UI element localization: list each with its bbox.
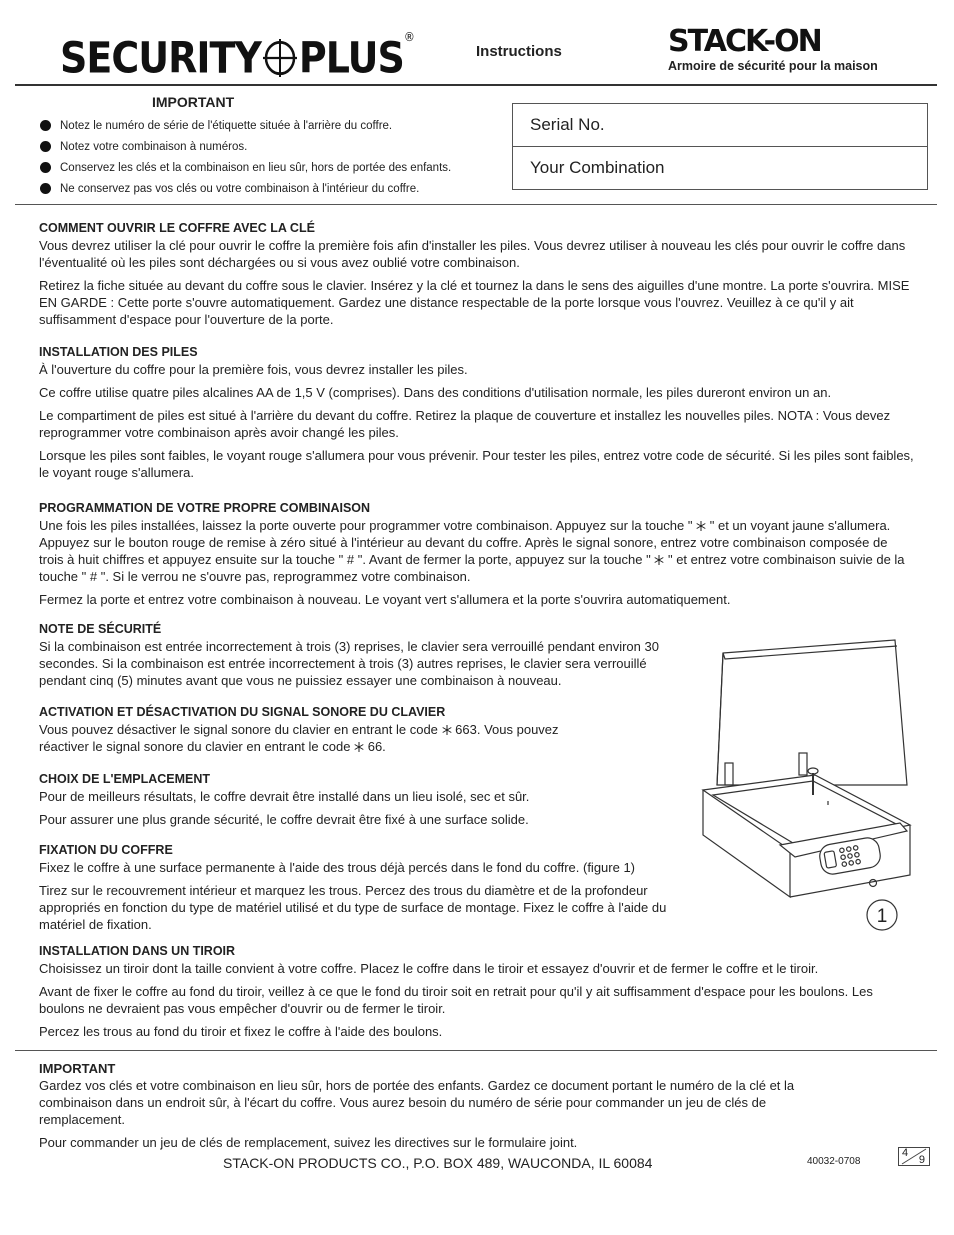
paragraph: Fermez la porte et entrez votre combinaison à nouveau. Le voyant vert s'allumera et la porte s'ouvrira automatiquement. xyxy=(39,592,731,607)
paragraph: Pour commander un jeu de clés de remplacement, suivez les directives sur le formulaire joint. xyxy=(39,1135,578,1150)
page-total: 9 xyxy=(918,1154,925,1166)
section-sound xyxy=(39,704,579,755)
paragraph: Avant de fixer le coffre au fond du tiroir, veillez à ce que le fond du tiroir soit en retrait pour qu'il y ait suffisamment d'espace pour les boulons. Les boulons ne devraient pas vous empêcher d'ouvrir ou de fermer le tiroir. xyxy=(39,984,873,1016)
asterisk-key-icon xyxy=(442,725,452,735)
section-title: INSTALLATION DANS UN TIROIR xyxy=(39,944,236,958)
company-address: STACK-ON PRODUCTS CO., P.O. BOX 489, WAUCONDA, IL 60084 xyxy=(223,1155,653,1171)
serial-number-field[interactable]: Serial No. xyxy=(530,115,605,134)
paragraph: À l'ouverture du coffre pour la première fois, vous devrez installer les piles. xyxy=(39,362,468,377)
paragraph: Fixez le coffre à une surface permanente à l'aide des trous déjà percés dans le fond du coffre. (figure 1) xyxy=(39,860,636,875)
section-security-note xyxy=(39,621,694,689)
asterisk-key-icon xyxy=(654,555,664,565)
bullet-item xyxy=(38,116,451,137)
page-indicator xyxy=(898,1147,930,1166)
bullet-item xyxy=(38,137,451,158)
logo-word-plus: PLUS xyxy=(298,32,404,83)
section-batteries xyxy=(39,344,914,481)
text-run: Vous pouvez désactiver le signal sonore du clavier en entrant le code xyxy=(39,722,438,737)
bullet-text: Notez le numéro de série de l'étiquette située à l'arrière du coffre. xyxy=(60,120,393,132)
paragraph: Retirez la fiche située au devant du coffre sous le clavier. Insérez y la clé et tournez la dans le sens des aiguilles d'une montre. La porte s'ouvrira. MISE EN GARDE : Cette porte s'ouvre automatiquement. Gardez une distance respectable de la porte lorsque vous l'ouvrez. Veuillez à ce qu'il y ait suffisamment d'espace pour l'ouverture de la porte. xyxy=(39,278,910,327)
asterisk-key-icon xyxy=(354,742,364,752)
section-title: PROGRAMMATION DE VOTRE PROPRE COMBINAISON xyxy=(39,501,371,515)
crosshair-icon xyxy=(263,38,297,76)
text-run: " et entrez votre combinaison suivie de la touche " # ". Si le verrou ne s'ouvre pas, reprogrammez votre combinaison. xyxy=(39,552,905,584)
bullet-item xyxy=(38,158,451,179)
section-important-bottom xyxy=(39,1060,849,1151)
section-fixing xyxy=(39,842,689,933)
page-number: 4 xyxy=(902,1147,909,1159)
logo-word-security: SECURITY xyxy=(60,32,261,83)
figure-label: 1 xyxy=(876,906,888,927)
section-title: FIXATION DU COFFRE xyxy=(39,843,173,857)
registered-mark: ® xyxy=(403,30,414,45)
important-top-title: IMPORTANT xyxy=(152,94,235,110)
section-title: IMPORTANT xyxy=(39,1061,116,1076)
instructions-title: Instructions xyxy=(476,43,562,60)
bullet-dot-icon xyxy=(40,183,51,194)
paragraph: Pour de meilleurs résultats, le coffre devrait être installé dans un lieu isolé, sec et sûr. xyxy=(39,789,530,804)
header-divider xyxy=(15,84,937,86)
text-run: 663. Vous pouvez réactiver le signal sonore du clavier en entrant le code xyxy=(39,722,559,754)
paragraph: Vous devrez utiliser la clé pour ouvrir le coffre la première fois afin d'installer les piles. Vous devrez utiliser à nouveau les clés pour ouvrir le coffre dans l'éventualité où les piles sont déchargées ou si vous avez oublié votre combinaison. xyxy=(39,238,906,270)
combination-field[interactable]: Your Combination xyxy=(513,146,927,189)
paragraph: Percez les trous au fond du tiroir et fixez le coffre à l'aide des boulons. xyxy=(39,1024,443,1039)
section-title: ACTIVATION ET DÉSACTIVATION DU SIGNAL SONORE DU CLAVIER xyxy=(39,705,446,719)
paragraph: Ce coffre utilise quatre piles alcalines AA de 1,5 V (comprises). Dans des conditions d'utilisation normale, les piles dureront environ un an. xyxy=(39,385,832,400)
bullet-dot-icon xyxy=(40,120,51,131)
section-title: CHOIX DE L'EMPLACEMENT xyxy=(39,772,211,786)
security-plus-logo xyxy=(60,30,414,82)
paragraph: Gardez vos clés et votre combinaison en lieu sûr, hors de portée des enfants. Gardez ce document portant le numéro de la clé et la combinaison dans un endroit sûr, à l'écart du coffre. Vous aurez besoin du numéro de série pour commander un jeu de clés de remplacement. xyxy=(39,1078,795,1127)
paragraph xyxy=(39,517,914,585)
paragraph: Lorsque les piles sont faibles, le voyant rouge s'allumera pour vous prévenir. Pour tester les piles, entrez votre code de sécurité. Si les piles sont faibles, le voyant rouge s'allumera. xyxy=(39,448,914,480)
paragraph: Tirez sur le recouvrement intérieur et marquez les trous. Percez des trous du diamètre et de la profondeur appropriés en fonction du type de matériel utilisé et du type de surface de montage. Fixez le coffre à l'aide du matériel de fixation. xyxy=(39,883,667,932)
section-divider xyxy=(15,204,937,205)
document-code: 40032-0708 xyxy=(807,1156,861,1167)
text-run: 66. xyxy=(367,739,386,754)
section-location xyxy=(39,771,694,828)
bullet-text: Ne conservez pas vos clés ou votre combinaison à l'intérieur du coffre. xyxy=(60,183,420,195)
bullet-item xyxy=(38,179,451,200)
important-bullet-list xyxy=(38,116,451,200)
bullet-dot-icon xyxy=(40,141,51,152)
safe-figure xyxy=(695,635,920,935)
text-run: " et un voyant jaune s'allumera. Appuyez sur le bouton rouge de remise à zéro situé à l'intérieur au devant du coffre. Après le signal sonore, entrez votre combinaison composée de trois à huit chiffres et appuyez ensuite sur la touche " # ". Avant de fermer la porte, appuyez sur la touche " xyxy=(39,518,891,567)
paragraph xyxy=(39,721,579,755)
bullet-dot-icon xyxy=(40,162,51,173)
text-run: Une fois les piles installées, laissez la porte ouverte pour programmer votre combinaison. Appuyez sur la touche " xyxy=(39,518,693,533)
asterisk-key-icon xyxy=(696,521,706,531)
safe-illustration xyxy=(703,640,910,897)
bullet-text: Conservez les clés et la combinaison en lieu sûr, hors de portée des enfants. xyxy=(60,162,452,174)
section-title: NOTE DE SÉCURITÉ xyxy=(39,622,162,636)
section-drawer xyxy=(39,943,914,1040)
section-programming xyxy=(39,500,914,608)
stack-on-logo: STACK-ON xyxy=(668,24,821,59)
paragraph: Le compartiment de piles est situé à l'arrière du devant du coffre. Retirez la plaque de couverture et installez les nouvelles piles. NOTA : Vous devez reprogrammer votre combinaison après avoir changé les piles. xyxy=(39,408,891,440)
section-title: COMMENT OUVRIR LE COFFRE AVEC LA CLÉ xyxy=(39,221,315,235)
paragraph: Choisissez un tiroir dont la taille convient à votre coffre. Placez le coffre dans le tiroir et essayez d'ouvrir et de fermer le coffre et le tiroir. xyxy=(39,961,819,976)
product-tagline: Armoire de sécurité pour la maison xyxy=(668,59,878,73)
section-title: INSTALLATION DES PILES xyxy=(39,345,198,359)
paragraph: Pour assurer une plus grande sécurité, le coffre devrait être fixé à une surface solide. xyxy=(39,812,529,827)
paragraph: Si la combinaison est entrée incorrectement à trois (3) reprises, le clavier sera verrouillé pendant environ 30 secondes. Si la combinaison est entrée incorrectement à trois (3) autres reprises, le clavier sera verrouillé pendant cinq (5) minutes avant que vous ne puissiez essayer une combinaison à nouveau. xyxy=(39,639,659,688)
record-fields-box xyxy=(512,103,928,190)
bullet-text: Notez votre combinaison à numéros. xyxy=(60,141,248,153)
section-key xyxy=(39,220,914,328)
section-divider xyxy=(15,1050,937,1051)
